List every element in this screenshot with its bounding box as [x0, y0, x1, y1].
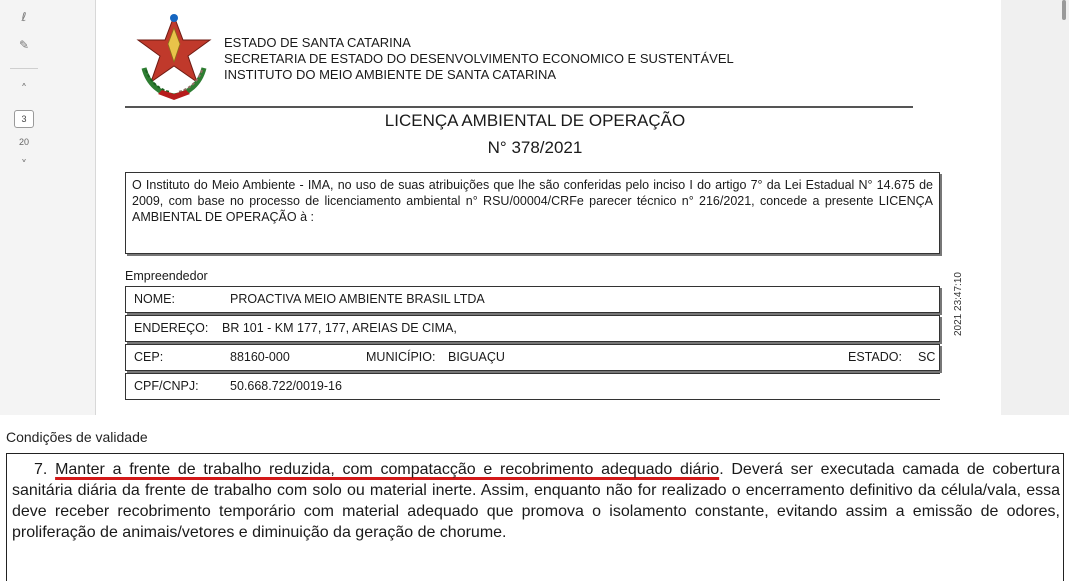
pen-icon[interactable]: ℓ — [21, 10, 27, 24]
highlighted-requirement: Manter a frente de trabalho reduzida, com compatacção e recobrimento adequado diário — [55, 461, 720, 478]
marker-icon[interactable]: ✎ — [18, 38, 30, 52]
header-secretariat: SECRETARIA DE ESTADO DO DESENVOLVIMENTO ECONOMICO E SUSTENTÁVEL — [224, 51, 734, 66]
row-endereco — [125, 315, 940, 342]
cep-value: 88160-000 — [230, 350, 290, 364]
scrollbar-thumb[interactable] — [1062, 0, 1066, 20]
estado-label: ESTADO: — [848, 350, 902, 364]
condition-details: . Deverá ser executada camada de cobertura sanitária diária da frente de trabalho com solo ou material inerte. Assim, enquanto não for realizado o encerramento definitivo da célula/vala, essa deve receber recobrimento temporário com material adequado que promova o isolamento constante, evitando assim a emissão de odores, proliferação de animais/vetores e diminuição da geração de chorume. — [12, 461, 1060, 541]
viewer-right-gutter — [1001, 0, 1069, 415]
nome-value: PROACTIVA MEIO AMBIENTE BRASIL LTDA — [230, 292, 485, 306]
cep-label: CEP: — [134, 350, 164, 364]
total-pages: 20 — [18, 137, 29, 147]
print-timestamp: 2021 23:47:10 — [953, 272, 964, 336]
nome-label: NOME: — [134, 292, 175, 306]
municipio-label: MUNICÍPIO: — [366, 350, 436, 364]
municipio-value: BIGUAÇU — [448, 350, 505, 364]
condition-number: 7. — [34, 461, 48, 478]
row-cep — [125, 344, 940, 371]
viewer-sidebar — [0, 0, 95, 415]
document-title: LICENÇA AMBIENTAL DE OPERAÇÃO — [384, 111, 686, 130]
current-page-input[interactable]: 3 — [14, 110, 34, 128]
header-divider — [125, 106, 913, 108]
state-crest-logo — [130, 10, 218, 102]
cnpj-value: 50.668.722/0019-16 — [230, 379, 342, 393]
chevron-up-icon[interactable]: ˄ — [21, 82, 27, 96]
cnpj-label: CPF/CNPJ: — [134, 379, 199, 393]
institution-header — [224, 35, 734, 83]
condition-item-7 — [12, 459, 1060, 543]
row-cnpj — [125, 373, 940, 400]
conditions-label: Condições de validade — [6, 429, 148, 445]
endereco-value: BR 101 - KM 177, 177, AREIAS DE CIMA, — [222, 321, 457, 335]
row-nome — [125, 286, 940, 313]
empreendedor-label: Empreendedor — [125, 269, 208, 283]
chevron-down-icon[interactable]: ˅ — [21, 158, 27, 172]
header-state: ESTADO DE SANTA CATARINA — [224, 35, 411, 50]
intro-paragraph: O Instituto do Meio Ambiente - IMA, no uso de suas atribuições que lhe são conferidas pelo inciso I do artigo 7° da Lei Estadual N° 14.675 de 2009, com base no processo de licenciamento ambiental n° RSU/00004/CRFe parecer técnico n° 216/2021, concede a presente LICENÇA AMBIENTAL DE OPERAÇÃO à : — [125, 172, 940, 254]
endereco-label: ENDEREÇO: — [134, 321, 209, 335]
header-institute: INSTITUTO DO MEIO AMBIENTE DE SANTA CATARINA — [224, 67, 557, 82]
estado-value: SC — [918, 350, 936, 364]
sidebar-separator — [10, 68, 38, 69]
document-number: N° 378/2021 — [487, 138, 583, 157]
